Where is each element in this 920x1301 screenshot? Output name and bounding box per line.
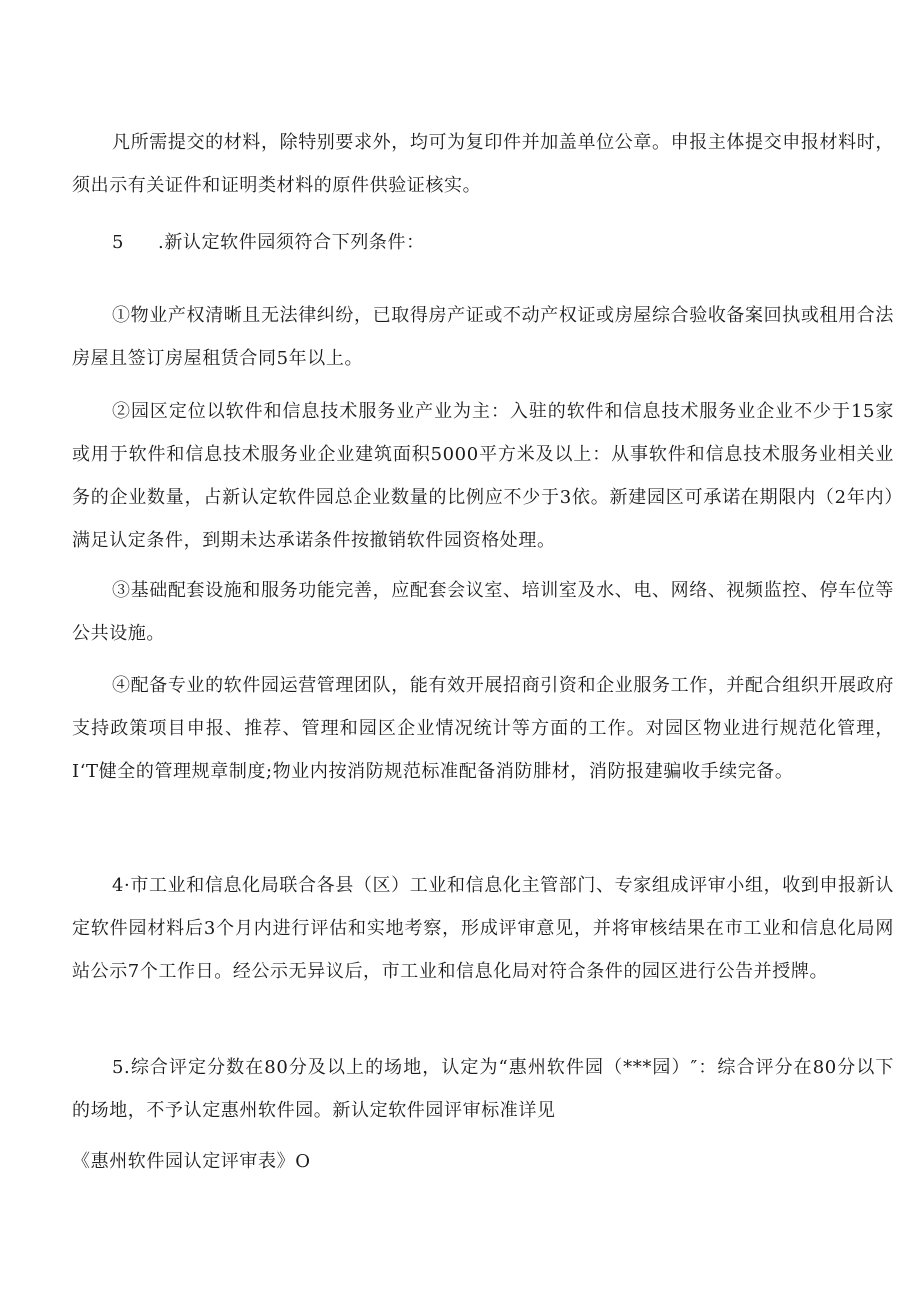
paragraph-4-review: 4·市工业和信息化局联合各县（区）工业和信息化主管部门、专家组成评审小组，收到申报新认定软件园材料后3个月内进行评估和实地考察，形成评审意见，并将审核结果在市工业和信息化局网站公示7个工作日。经公示无异议后，市工业和信息化局对符合条件的园区进行公告并授牌。 xyxy=(72,875,894,982)
paragraph-materials: 凡所需提交的材料，除特别要求外，均可为复印件并加盖单位公章。申报主体提交申报材料时，须出示有关证件和证明类材料的原件供验证核实。 xyxy=(72,132,894,196)
condition-1: ①物业产权清晰且无法律纠纷，已取得房产证或不动产权证或房屋综合验收备案回执或租用合法房屋且签订房屋租赁合同5年以上。 xyxy=(72,305,894,369)
review-table-reference: 《惠州软件园认定评审表》O xyxy=(72,1151,311,1172)
item-5-text: .新认定软件园须符合下列条件： xyxy=(158,232,425,253)
item-5-heading xyxy=(112,221,425,264)
condition-2: ②园区定位以软件和信息技术服务业产业为主：入驻的软件和信息技术服务业企业不少于15家或用于软件和信息技术服务业企业建筑面积5000平方米及以上：从事软件和信息技术服务业相关业务的企业数量，占新认定软件园总企业数量的比例应不少于3依。新建园区可承诺在期限内（2年内）满足认定条件，到期未达承诺条件按撤销软件园资格处理。 xyxy=(72,401,894,551)
condition-4: ④配备专业的软件园运营管理团队，能有效开展招商引资和企业服务工作，并配合组织开展政府支持政策项目申报、推荐、管理和园区企业情况统计等方面的工作。对园区物业进行规范化管理，I‘T健全的管理规章制度;物业内按消防规范标准配备消防腓材，消防报建骗收手续完备。 xyxy=(72,675,894,782)
item-5-number: 5 xyxy=(112,232,125,253)
condition-3: ③基础配套设施和服务功能完善，应配套会议室、培训室及水、电、网络、视频监控、停车位等公共设施。 xyxy=(72,580,894,644)
paragraph-5-scoring: 5.综合评定分数在80分及以上的场地，认定为“惠州软件园（***园）″：综合评分在80分以下的场地，不予认定惠州软件园。新认定软件园评审标准详见 xyxy=(72,1057,894,1121)
